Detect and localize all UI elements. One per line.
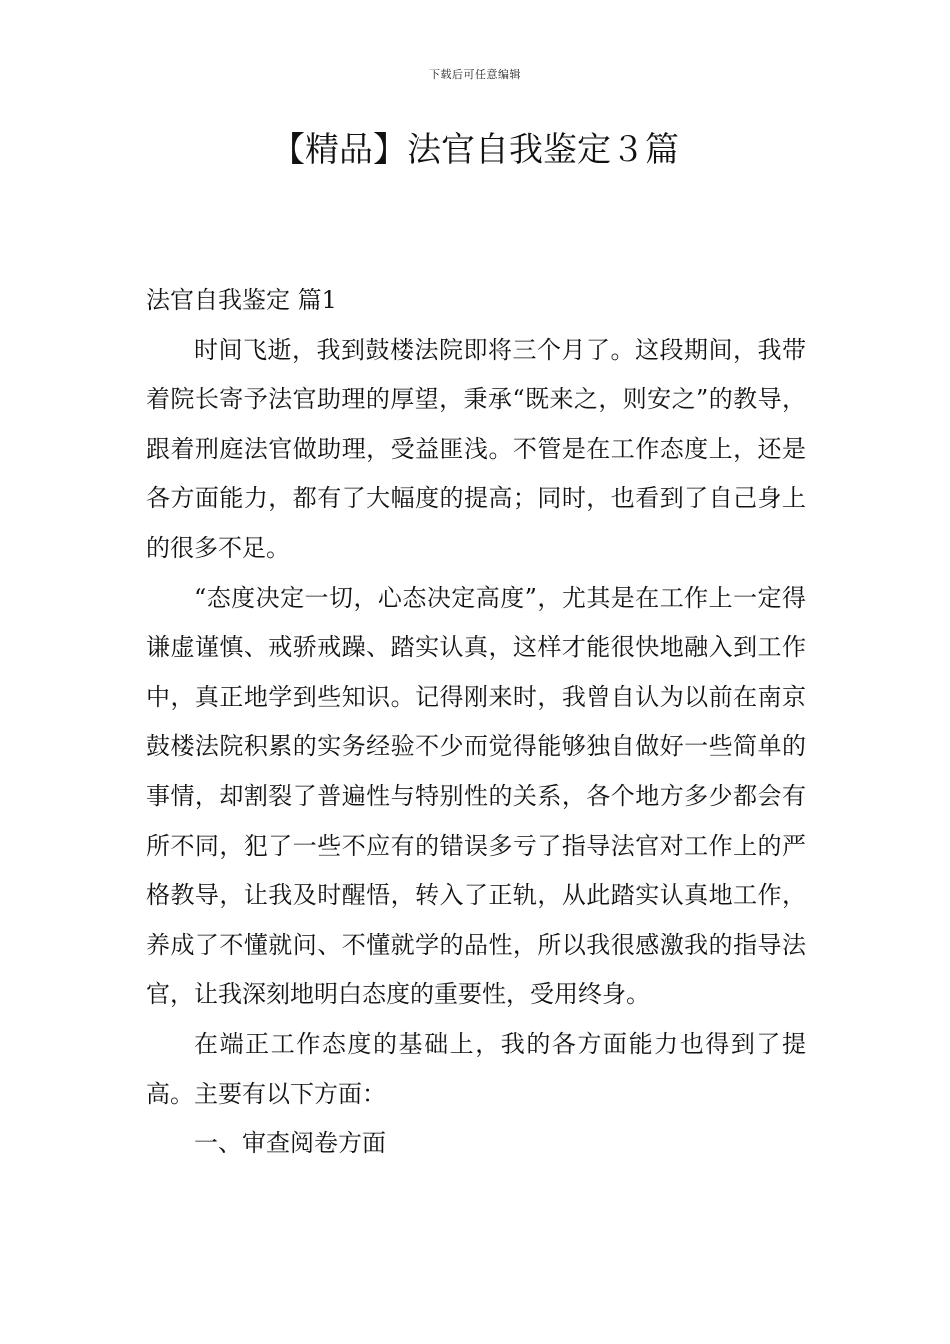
document-title: 【精品】法官自我鉴定３篇 [271,130,679,170]
paragraph: 在端正工作态度的基础上，我的各方面能力也得到了提高。主要有以下方面： [146,1029,806,1108]
document-body [146,276,806,1169]
paragraph: 时间飞逝，我到鼓楼法院即将三个月了。这段期间，我带着院长寄予法官助理的厚望，秉承“既来之，则安之”的教导，跟着刑庭法官做助理，受益匪浅。不管是在工作态度上，还是各方面能力，都有了大幅度的提高；同时，也看到了自己身上的很多不足。 [146,335,806,562]
section-heading: 法官自我鉴定 篇1 [146,286,337,314]
paragraph: 一、审查阅卷方面 [194,1129,386,1158]
paragraph: “态度决定一切，心态决定高度”，尤其是在工作上一定得谦虚谨慎、戒骄戒躁、踏实认真，这样才能很快地融入到工作中，真正地学到些知识。记得刚来时，我曾自认为以前在南京鼓楼法院积累的实务经验不少而觉得能够独自做好一些简单的事情，却割裂了普遍性与特别性的关系，各个地方多少都会有所不同，犯了一些不应有的错误多亏了指导法官对工作上的严格教导，让我及时醒悟，转入了正轨，从此踏实认真地工作，养成了不懂就问、不懂就学的品性，所以我很感激我的指导法官，让我深刻地明白态度的重要性，受用终身。 [146,583,806,1009]
header-note: 下载后可任意编辑 [429,68,521,81]
